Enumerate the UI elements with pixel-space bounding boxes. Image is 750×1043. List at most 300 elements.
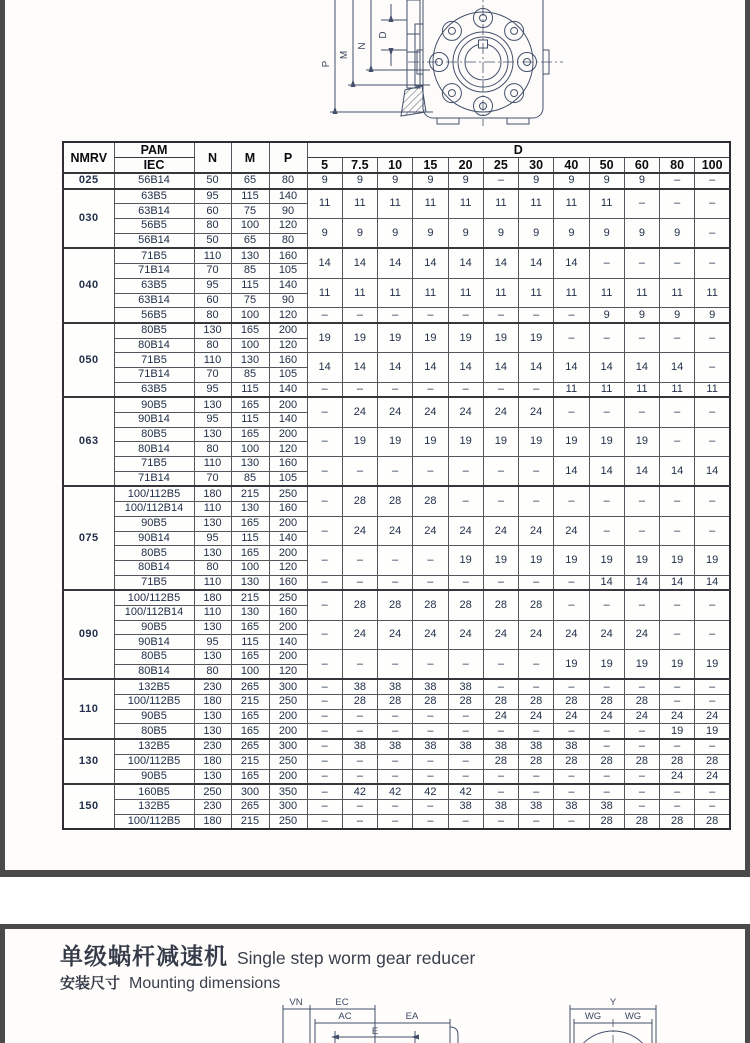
cell-p: 120 [269,219,307,234]
cell-m: 165 [231,323,269,338]
cell-d-value: 14 [342,353,377,382]
cell-n: 95 [194,382,231,397]
cell-d-value: – [589,739,624,754]
cell-d-value: 19 [342,427,377,456]
cell-d-value: – [413,382,448,397]
cell-d-value: 9 [448,173,483,189]
cell-d-value: 24 [413,620,448,649]
cell-d-value: – [589,724,624,739]
cell-p: 160 [269,248,307,263]
cell-d-value: – [483,173,518,189]
cell-d-value: – [483,486,518,516]
cell-p: 250 [269,754,307,769]
cell-m: 85 [231,367,269,382]
cell-d-value: – [483,650,518,680]
cell-nmrv-size: 030 [63,189,114,249]
cell-m: 115 [231,382,269,397]
cell-d-value: – [660,397,695,427]
col-header-iec: IEC [114,158,194,174]
cell-d-value: – [307,814,342,829]
cell-d-value: – [660,695,695,710]
cell-d-value: – [624,739,659,754]
cell-d-value: – [448,486,483,516]
col-header-d-ratio: 30 [519,158,554,174]
cell-p: 200 [269,769,307,784]
cell-d-value: 9 [519,173,554,189]
cell-n: 180 [194,814,231,829]
cell-n: 180 [194,695,231,710]
dim-label-ac: AC [338,1011,352,1022]
dim-label-p: P [321,60,332,68]
col-header-d-ratio: 80 [660,158,695,174]
cell-p: 90 [269,204,307,219]
cell-d-value: 19 [554,650,589,680]
cell-m: 300 [231,784,269,799]
cell-p: 140 [269,382,307,397]
cell-d-value: – [307,709,342,724]
col-header-d-ratio: 15 [413,158,448,174]
cell-d-value: – [660,427,695,456]
cell-n: 130 [194,323,231,338]
cell-n: 95 [194,413,231,428]
cell-n: 130 [194,724,231,739]
cell-d-value: 9 [448,219,483,249]
dim-label-m: M [339,50,350,60]
cell-d-value: – [378,575,413,590]
cell-p: 200 [269,397,307,412]
cell-d-value: 14 [342,248,377,278]
cell-d-value: 38 [378,739,413,754]
cell-d-value: – [660,739,695,754]
cell-d-value: – [483,457,518,487]
table-row [63,799,730,814]
cell-d-value: – [624,769,659,784]
cell-m: 165 [231,620,269,635]
cell-d-value: 24 [660,769,695,784]
cell-d-value: 38 [483,739,518,754]
cell-d-value: 38 [448,739,483,754]
cell-d-value: 19 [519,546,554,575]
cell-d-value: – [307,590,342,620]
cell-iec: 100/112B5 [114,695,194,710]
dim-label-wg2: WG [624,1011,642,1022]
col-header-m: M [231,142,269,173]
cell-d-value: 19 [695,546,730,575]
cell-iec: 71B5 [114,353,194,368]
cell-d-value: 11 [307,278,342,307]
cell-d-value: 24 [378,620,413,649]
cell-d-value: – [448,457,483,487]
cell-iec: 132B5 [114,799,194,814]
cell-m: 165 [231,397,269,412]
cell-d-value: 14 [413,248,448,278]
cell-d-value: 19 [342,323,377,353]
cell-p: 200 [269,724,307,739]
cell-d-value: – [589,769,624,784]
cell-d-value: 9 [624,219,659,249]
cell-d-value: – [378,308,413,323]
section-title [60,938,475,971]
cell-d-value: 24 [413,397,448,427]
cell-d-value: 24 [342,397,377,427]
table-row [63,353,730,368]
cell-d-value: 14 [624,575,659,590]
cell-d-value: 14 [660,457,695,487]
cell-iec: 100/112B5 [114,590,194,605]
cell-d-value: 19 [624,650,659,680]
cell-d-value: 19 [624,546,659,575]
cell-d-value: – [554,323,589,353]
table-row [63,546,730,561]
cell-d-value: – [378,814,413,829]
table-row [63,219,730,234]
cell-d-value: 19 [448,323,483,353]
cell-p: 350 [269,784,307,799]
cell-d-value: – [378,754,413,769]
cell-d-value: 28 [589,754,624,769]
cell-m: 130 [231,248,269,263]
table-row [63,590,730,605]
cell-d-value: – [378,769,413,784]
cell-nmrv-size: 130 [63,739,114,784]
cell-d-value: 38 [448,679,483,694]
cell-d-value: 28 [413,590,448,620]
cell-iec: 100/112B5 [114,754,194,769]
cell-iec: 90B14 [114,531,194,546]
cell-p: 200 [269,427,307,442]
cell-n: 110 [194,248,231,263]
cell-d-value: 9 [624,173,659,189]
table-row [63,189,730,204]
cell-d-value: – [413,799,448,814]
cell-d-value: 14 [695,575,730,590]
cell-d-value: 28 [483,754,518,769]
cell-d-value: 14 [589,457,624,487]
cell-iec: 63B5 [114,382,194,397]
table-row [63,620,730,635]
cell-d-value: 9 [483,219,518,249]
cell-m: 130 [231,457,269,472]
cell-p: 160 [269,353,307,368]
cell-m: 130 [231,605,269,620]
cell-d-value: – [307,575,342,590]
cell-p: 120 [269,442,307,457]
cell-n: 60 [194,293,231,308]
cell-d-value: 11 [448,278,483,307]
cell-nmrv-size: 025 [63,173,114,189]
cell-m: 115 [231,413,269,428]
cell-d-value: – [307,620,342,649]
cell-d-value: – [624,799,659,814]
cell-d-value: 24 [589,709,624,724]
cell-d-value: 28 [695,754,730,769]
cell-n: 130 [194,620,231,635]
cell-n: 230 [194,679,231,694]
cell-d-value: – [307,516,342,545]
table-row [63,248,730,263]
pam-dimension-table-container [62,141,731,830]
cell-d-value: 28 [624,754,659,769]
cell-iec: 90B5 [114,620,194,635]
cell-n: 110 [194,457,231,472]
cell-m: 65 [231,173,269,189]
cell-p: 140 [269,413,307,428]
cell-d-value: 9 [519,219,554,249]
cell-d-value: 38 [378,679,413,694]
col-header-d-ratio: 5 [307,158,342,174]
cell-p: 160 [269,605,307,620]
cell-d-value: 24 [342,516,377,545]
cell-d-value: 24 [413,516,448,545]
cell-d-value: 14 [378,353,413,382]
cell-d-value: – [695,427,730,456]
cell-d-value: – [589,248,624,278]
cell-n: 110 [194,353,231,368]
cell-d-value: – [660,784,695,799]
cell-d-value: 38 [554,739,589,754]
cell-d-value: – [307,679,342,694]
cell-d-value: 24 [624,709,659,724]
table-row [63,679,730,694]
cell-d-value: – [448,814,483,829]
cell-d-value: 19 [660,650,695,680]
cell-d-value: – [695,799,730,814]
cell-d-value: – [660,679,695,694]
cell-d-value: 11 [413,189,448,219]
section-title-en: Single step worm gear reducer [237,948,476,968]
cell-p: 160 [269,575,307,590]
cell-d-value: 14 [589,353,624,382]
cell-d-value: 11 [448,189,483,219]
cell-d-value: – [519,575,554,590]
cell-m: 115 [231,189,269,204]
cell-d-value: – [554,575,589,590]
cell-d-value: 24 [554,516,589,545]
cell-d-value: 24 [483,516,518,545]
cell-n: 130 [194,546,231,561]
cell-d-value: – [413,709,448,724]
cell-d-value: – [519,814,554,829]
dim-label-ea: EA [405,1011,419,1022]
cell-d-value: 11 [554,382,589,397]
cell-p: 160 [269,502,307,517]
cell-iec: 90B5 [114,709,194,724]
cell-n: 95 [194,189,231,204]
cell-iec: 90B5 [114,516,194,531]
col-header-d: D [307,142,730,158]
cell-d-value: – [413,546,448,575]
table-row [63,814,730,829]
cell-iec: 80B14 [114,560,194,575]
table-row [63,516,730,531]
cell-d-value: – [624,724,659,739]
cell-d-value: – [483,308,518,323]
cell-d-value: 24 [378,516,413,545]
cell-d-value: – [413,308,448,323]
cell-d-value: 38 [519,799,554,814]
cell-d-value: 19 [589,427,624,456]
cell-m: 165 [231,709,269,724]
cell-iec: 160B5 [114,784,194,799]
col-header-d-ratio: 20 [448,158,483,174]
cell-d-value: 19 [554,427,589,456]
cell-d-value: 14 [483,353,518,382]
cell-n: 130 [194,397,231,412]
cell-n: 130 [194,516,231,531]
cell-d-value: – [519,679,554,694]
cell-d-value: 14 [589,575,624,590]
table-row [63,769,730,784]
cell-d-value: – [554,590,589,620]
cell-d-value: 11 [554,278,589,307]
cell-iec: 100/112B5 [114,486,194,501]
cell-d-value: – [342,457,377,487]
cell-d-value: 9 [378,219,413,249]
cell-d-value: 28 [695,814,730,829]
cell-d-value: 28 [378,695,413,710]
cell-d-value: 11 [624,278,659,307]
cell-p: 300 [269,739,307,754]
cell-d-value: 38 [589,799,624,814]
cell-d-value: – [695,516,730,545]
cell-m: 130 [231,502,269,517]
cell-d-value: – [378,650,413,680]
cell-m: 265 [231,739,269,754]
cell-d-value: 28 [589,814,624,829]
cell-d-value: 38 [342,739,377,754]
section-subtitle-en: Mounting dimensions [129,975,281,992]
cell-m: 75 [231,293,269,308]
cell-d-value: 11 [519,278,554,307]
cell-d-value: 19 [589,650,624,680]
cell-d-value: – [660,590,695,620]
cell-d-value: 9 [660,308,695,323]
cell-d-value: 9 [307,173,342,189]
cell-d-value: – [624,189,659,219]
cell-d-value: 14 [519,248,554,278]
cell-d-value: – [413,814,448,829]
cell-m: 115 [231,635,269,650]
cell-d-value: 28 [413,695,448,710]
cell-d-value: 19 [695,724,730,739]
cell-n: 70 [194,471,231,486]
cell-n: 180 [194,590,231,605]
cell-d-value: – [342,769,377,784]
cell-d-value: – [378,799,413,814]
col-header-pam: PAM [114,142,194,158]
cell-d-value: 19 [695,650,730,680]
cell-n: 95 [194,531,231,546]
cell-iec: 80B14 [114,442,194,457]
cell-d-value: 28 [519,754,554,769]
cell-d-value: 14 [413,353,448,382]
cell-iec: 63B14 [114,293,194,308]
cell-d-value: – [554,486,589,516]
cell-d-value: – [660,173,695,189]
cell-d-value: – [519,784,554,799]
col-header-d-ratio: 40 [554,158,589,174]
cell-d-value: 28 [448,590,483,620]
cell-n: 130 [194,709,231,724]
lower-page-section [0,924,750,1043]
cell-d-value: 28 [378,486,413,516]
cell-d-value: 28 [483,590,518,620]
cell-d-value: 14 [448,353,483,382]
cell-d-value: 9 [554,219,589,249]
cell-d-value: – [307,695,342,710]
cell-n: 50 [194,233,231,248]
cell-p: 105 [269,367,307,382]
cell-d-value: – [378,709,413,724]
cell-d-value: – [624,248,659,278]
cell-iec: 80B5 [114,724,194,739]
cell-d-value: – [448,382,483,397]
cell-nmrv-size: 063 [63,397,114,486]
cell-m: 215 [231,590,269,605]
cell-d-value: 11 [660,382,695,397]
cell-d-value: – [589,516,624,545]
cell-n: 180 [194,754,231,769]
cell-d-value: 9 [554,173,589,189]
cell-n: 50 [194,173,231,189]
cell-d-value: 19 [519,427,554,456]
cell-d-value: – [448,769,483,784]
cell-m: 115 [231,278,269,293]
cell-n: 180 [194,486,231,501]
cell-p: 90 [269,293,307,308]
cell-d-value: 38 [483,799,518,814]
cell-n: 70 [194,367,231,382]
cell-d-value: – [519,382,554,397]
cell-d-value: – [342,724,377,739]
cell-p: 300 [269,799,307,814]
cell-d-value: 14 [483,248,518,278]
cell-d-value: – [624,590,659,620]
cell-d-value: – [589,590,624,620]
cell-d-value: 19 [307,323,342,353]
cell-n: 110 [194,605,231,620]
cell-m: 100 [231,338,269,353]
cell-d-value: 11 [589,189,624,219]
cell-iec: 80B5 [114,650,194,665]
dim-label-wg1: WG [584,1011,602,1022]
cell-d-value: – [483,784,518,799]
cell-d-value: 19 [483,427,518,456]
cell-m: 130 [231,353,269,368]
cell-d-value: – [307,457,342,487]
cell-d-value: – [413,575,448,590]
cell-d-value: 11 [589,278,624,307]
pam-dimension-table [62,141,731,830]
cell-m: 165 [231,516,269,531]
cell-d-value: – [307,650,342,680]
cell-m: 85 [231,471,269,486]
cell-iec: 71B5 [114,457,194,472]
cell-d-value: – [695,695,730,710]
cell-m: 100 [231,560,269,575]
table-row [63,308,730,323]
cell-p: 120 [269,308,307,323]
cell-d-value: 42 [342,784,377,799]
cell-d-value: 14 [307,353,342,382]
cell-d-value: – [307,486,342,516]
cell-d-value: – [695,397,730,427]
dim-label-ec: EC [335,997,349,1008]
cell-p: 300 [269,679,307,694]
cell-d-value: 11 [624,382,659,397]
table-row [63,457,730,472]
cell-d-value: – [660,516,695,545]
